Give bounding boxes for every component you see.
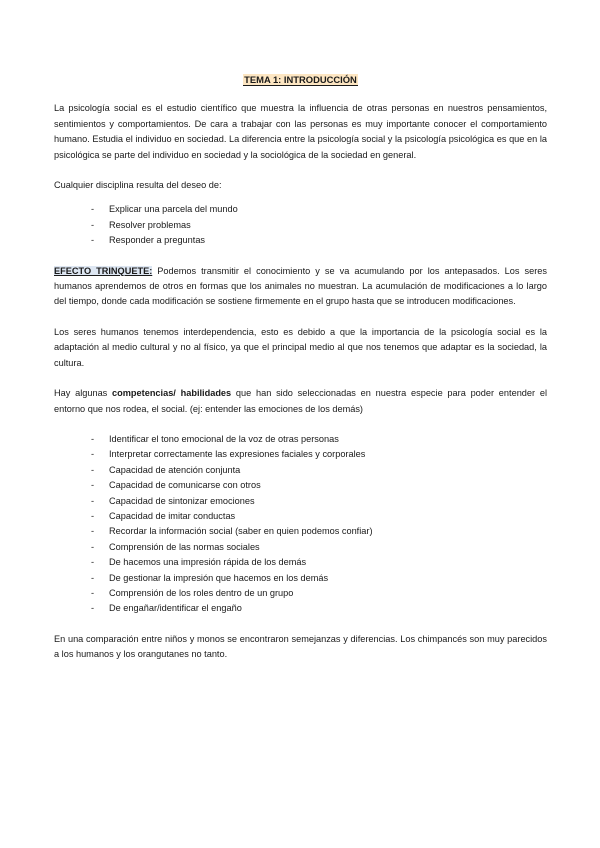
list-item: - De engañar/identificar el engaño: [91, 601, 547, 616]
list-item: - Capacidad de comunicarse con otros: [91, 478, 547, 493]
competencias-after: que han sido seleccionadas en nuestra especie para poder entender el entorno que nos rodea, el social. (ej: entender las emociones de los demás): [54, 388, 547, 414]
efecto-trinquete-paragraph: [54, 264, 547, 310]
list-item: - Responder a preguntas: [91, 233, 547, 248]
comparacion-paragraph: En una comparación entre niños y monos se encontraron semejanzas y diferencias. Los chimpancés son muy parecidos a los humanos y los orangutanes no tanto.: [54, 633, 547, 660]
list-item: - Explicar una parcela del mundo: [91, 202, 547, 217]
disciplina-intro: Cualquier disciplina resulta del deseo de:: [54, 180, 222, 191]
list-item: - Interpretar correctamente las expresiones faciales y corporales: [91, 447, 547, 462]
list-item: - Identificar el tono emocional de la voz de otras personas: [91, 432, 547, 447]
interdependencia-paragraph: Los seres humanos tenemos interdependencia, esto es debido a que la importancia de la psicología social es la adaptación al medio cultural y no al físico, ya que el principal medio al que nos tenemos que adaptar es la sociedad, la cultura.: [54, 326, 547, 368]
list-item: - Capacidad de imitar conductas: [91, 509, 547, 524]
efecto-trinquete-term: EFECTO TRINQUETE:: [54, 265, 153, 276]
list-item: - De hacemos una impresión rápida de los demás: [91, 555, 547, 570]
list-item: - Recordar la información social (saber en quien podemos confiar): [91, 524, 547, 539]
competencias-paragraph: [54, 386, 547, 417]
page-title-text: TEMA 1: INTRODUCCIÓN: [244, 74, 357, 85]
list-item: - De gestionar la impresión que hacemos en los demás: [91, 571, 547, 586]
list-item: - Capacidad de sintonizar emociones: [91, 494, 547, 509]
efecto-trinquete-text: Podemos transmitir el conocimiento y se va acumulando por los antepasados. Los seres humanos aprendemos de otros en formas que los animales no muestran. La acumulación de modificaciones a lo largo del tiempo, donde cada modificación se sostiene firmemente en el grupo hasta que se introducen modificaciones.: [54, 265, 547, 307]
competencias-before: Hay algunas: [54, 388, 113, 399]
page-title: [54, 72, 547, 87]
list-item: - Resolver problemas: [91, 218, 547, 233]
list-item: - Comprensión de los roles dentro de un grupo: [91, 586, 547, 601]
competencias-list: [54, 432, 547, 617]
intro-paragraph: La psicología social es el estudio científico que muestra la influencia de otras personas en nuestros pensamientos, sentimientos y comportamientos. De cara a trabajar con las personas es muy importante conocer el comportamiento humano. Estudia el individuo en sociedad. La diferencia entre la psicología social y la psicología psicológica es que en la psicológica se parte del individuo en sociedad y la sociológica de la sociedad en general.: [54, 103, 547, 160]
competencias-bold: competencias/ habilidades: [112, 388, 232, 399]
disciplina-list: [54, 202, 547, 248]
list-item: - Capacidad de atención conjunta: [91, 463, 547, 478]
list-item: - Comprensión de las normas sociales: [91, 540, 547, 555]
